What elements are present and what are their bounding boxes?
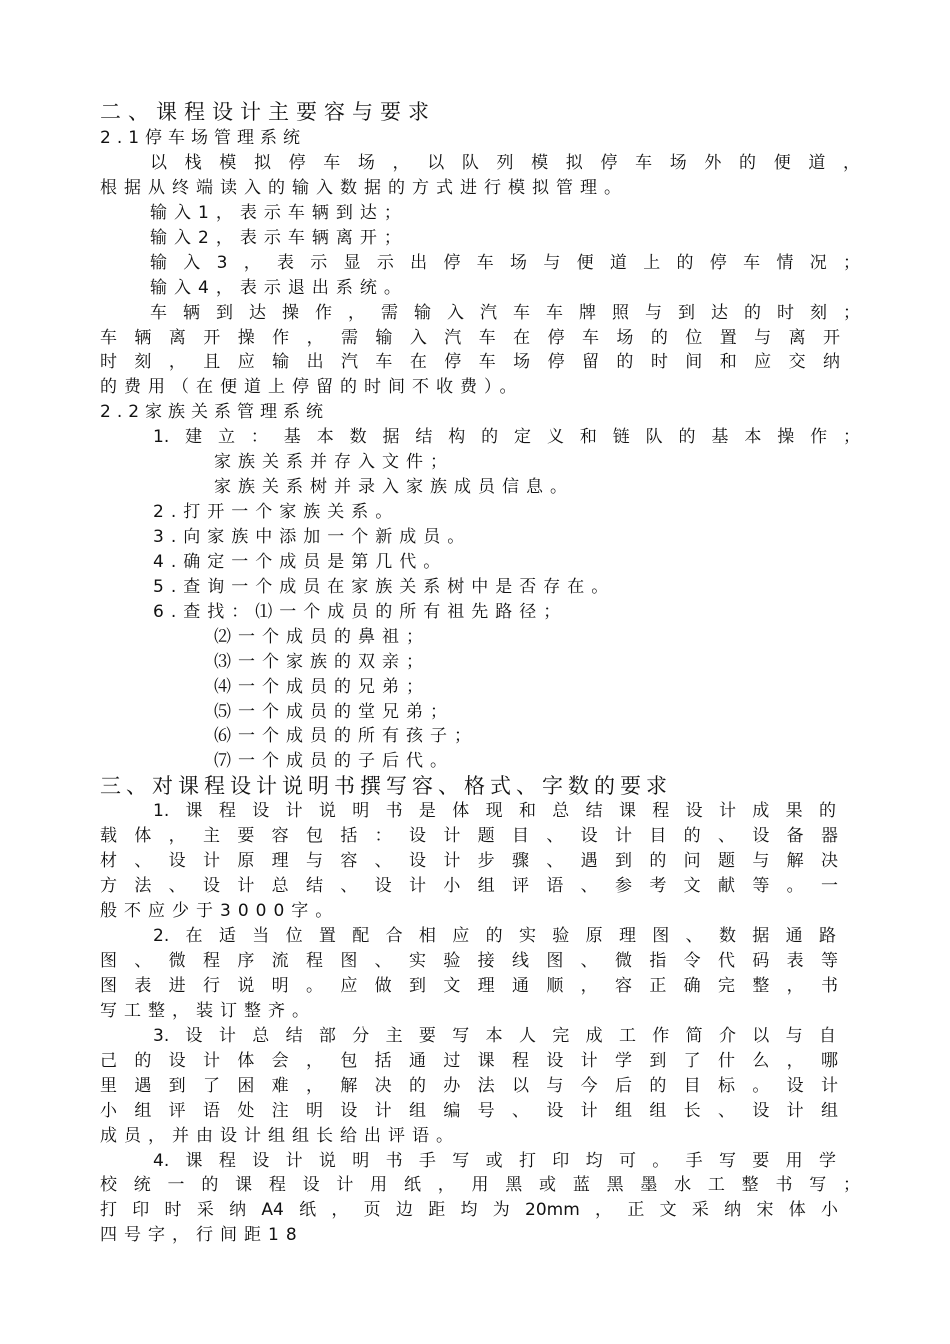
req-2-line-1: 2.在适当位置配合相应的实验原理图、数据通路 [153,926,836,946]
req-4-line-2: 校统一的课程设计用纸，用黑或蓝黑墨水工整书写； [100,1175,860,1195]
req-3-line-4: 小组评语处注明设计组编号、设计组组长、设计组 [100,1101,838,1121]
req-3-line-2: 己的设计体会，包括通过课程设计学到了什么，哪 [100,1051,838,1071]
input-option-1: 输入1，表示车辆到达； [150,203,408,223]
find-option-6: ⑹一个成员的所有孩子； [214,726,478,746]
req-4-line-3: 打印时采纳A4纸，页边距均为20mm，正文采纳宋体小 [100,1200,838,1220]
ops-line-3: 时刻，且应输出汽车在停车场停留的时间和应交纳 [100,352,840,372]
req-3-line-3: 里遇到了困难，解决的办法以与今后的目标。设计 [100,1076,838,1096]
input-option-3: 输入3，表示显示出停车场与便道上的停车情况； [150,253,860,273]
family-item-1-sub-1: 家族关系并存入文件； [214,452,454,472]
req-1-line-2: 载体，主要容包括：设计题目、设计目的、设备器 [100,826,838,846]
parking-para-line-1: 以栈模拟停车场，以队列模拟停车场外的便道， [150,153,860,173]
input-option-2: 输入2，表示车辆离开； [150,228,408,248]
ops-line-4: 的费用（在便道上停留的时间不收费）。 [100,377,524,397]
section-3-heading: 三、对课程设计说明书撰写容、格式、字数的要求 [100,774,672,798]
find-option-3: ⑶一个家族的双亲； [214,652,430,672]
family-item-2: 2.打开一个家族关系。 [153,502,400,522]
req-3-line-1: 3.设计总结部分主要写本人完成工作简介以与自 [153,1026,836,1046]
input-option-4: 输入4，表示退出系统。 [150,278,408,298]
family-item-1: 1.建立：基本数据结构的定义和链队的基本操作； [153,427,860,447]
family-item-6: 6.查找：⑴一个成员的所有祖先路径； [153,602,568,622]
req-3-line-5: 成员，并由设计组组长给出评语。 [100,1126,460,1146]
req-2-line-4: 写工整，装订整齐。 [100,1001,316,1021]
req-4-line-4: 四号字，行间距18 [100,1225,304,1245]
find-option-7: ⑺一个成员的子后代。 [214,751,454,771]
ops-line-2: 车辆离开操作，需输入汽车在停车场的位置与离开 [100,328,840,348]
req-2-line-3: 图表进行说明。应做到文理通顺，容正确完整，书 [100,976,838,996]
req-1-line-4: 方法、设计总结、设计小组评语、参考文献等。一 [100,876,838,896]
family-item-4: 4.确定一个成员是第几代。 [153,552,448,572]
find-option-4: ⑷一个成员的兄弟； [214,677,430,697]
ops-line-1: 车辆到达操作，需输入汽车车牌照与到达的时刻； [150,303,860,323]
req-4-line-1: 4.课程设计说明书手写或打印均可。手写要用学 [153,1151,836,1171]
find-option-5: ⑸一个成员的堂兄弟； [214,702,454,722]
req-1-line-5: 般不应少于3000字。 [100,901,340,921]
subsection-2-2-title: 2.2家族关系管理系统 [100,402,330,422]
req-2-line-2: 图、微程序流程图、实验接线图、微指令代码表等 [100,951,838,971]
req-1-line-1: 1.课程设计说明书是体现和总结课程设计成果的 [153,801,836,821]
parking-para-line-2: 根据从终端读入的输入数据的方式进行模拟管理。 [100,178,628,198]
family-item-1-sub-2: 家族关系树并录入家族成员信息。 [214,477,574,497]
find-option-2: ⑵一个成员的鼻祖； [214,627,430,647]
subsection-2-1-title: 2.1停车场管理系统 [100,128,307,148]
family-item-3: 3.向家族中添加一个新成员。 [153,527,472,547]
req-1-line-3: 材、设计原理与容、设计步骤、遇到的问题与解决 [100,851,838,871]
family-item-5: 5.查询一个成员在家族关系树中是否存在。 [153,577,616,597]
section-2-heading: 二、课程设计主要容与要求 [100,100,436,124]
